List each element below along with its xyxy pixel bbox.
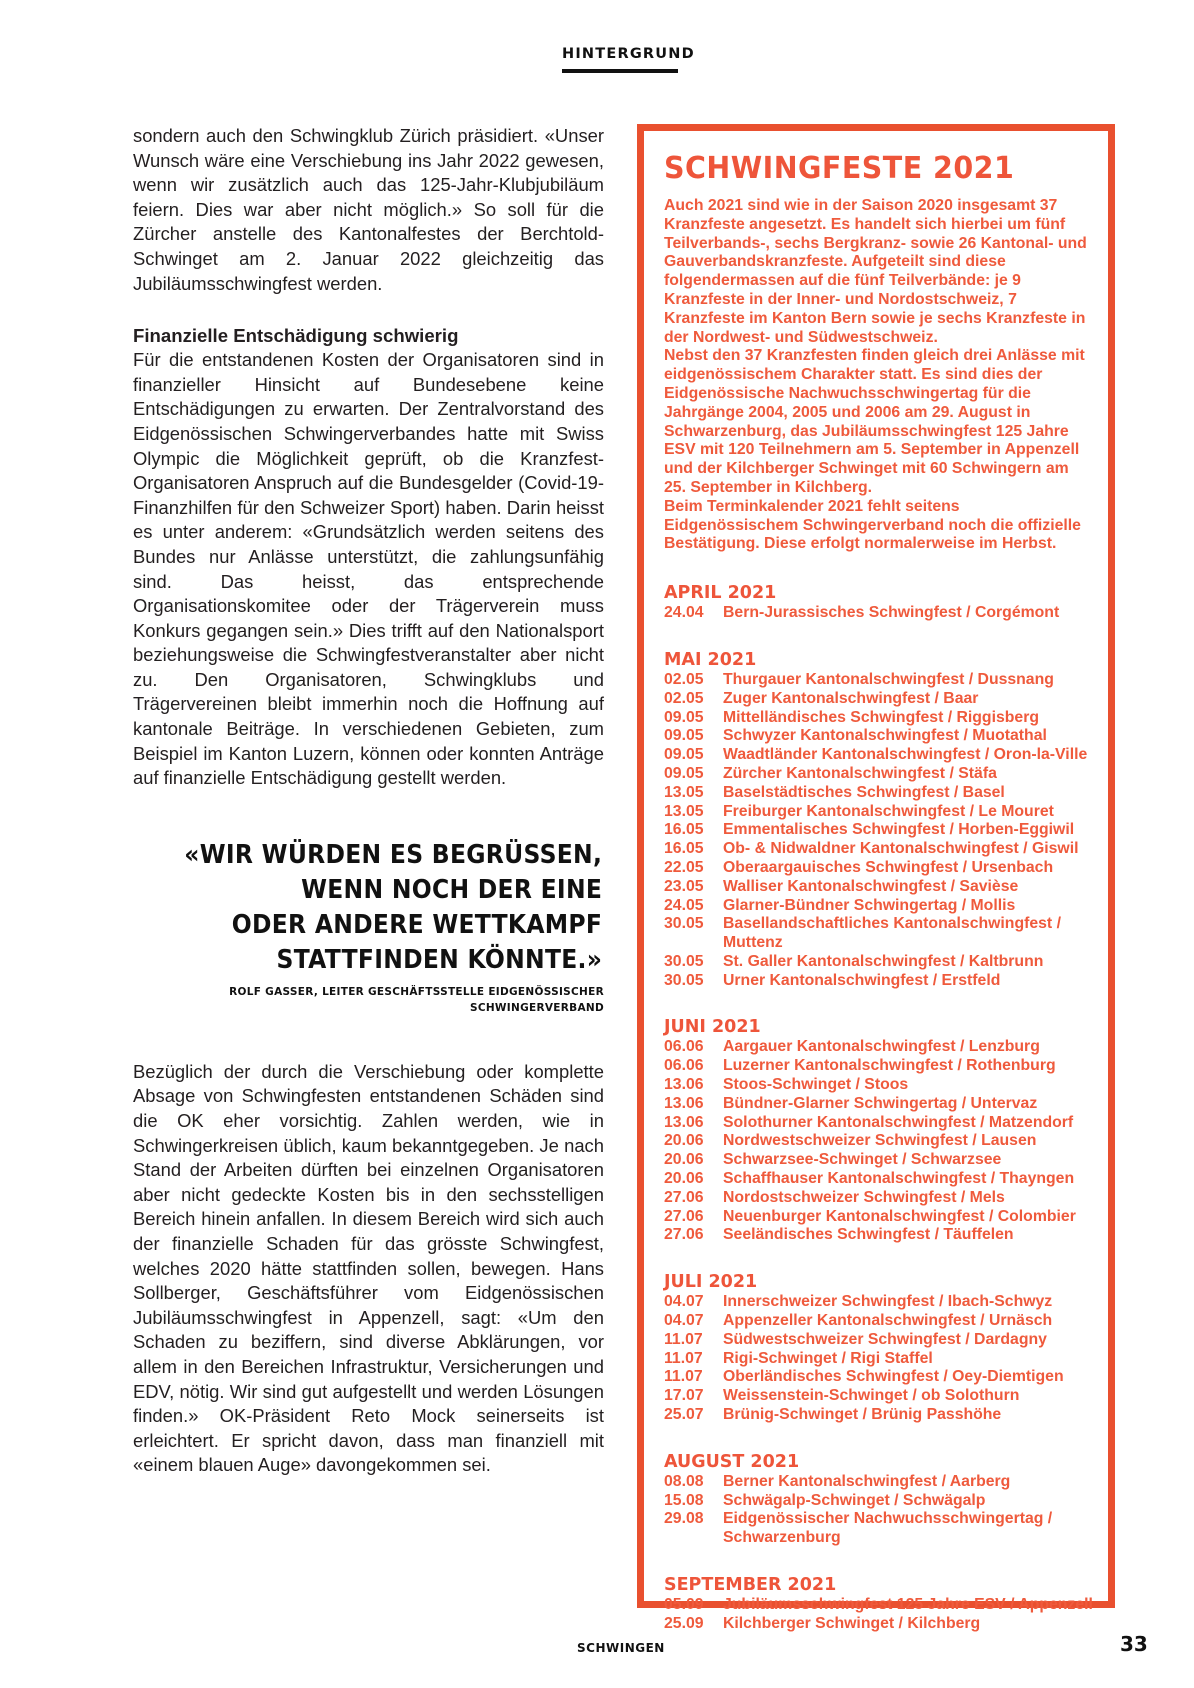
event-name: Oberländisches Schwingfest / Oey-Diemtigen	[723, 1368, 1064, 1386]
event-date: 06.06	[664, 1038, 704, 1056]
event-date: 11.07	[664, 1349, 703, 1367]
event-row	[664, 821, 1094, 840]
event-row	[664, 1387, 1094, 1406]
intro-paragraph: Nebst den 37 Kranzfesten finden gleich drei Anlässe mit eidgenössischem Charakter statt. Es sind dies der Eidgenössische Nachwuchsschwingertag für die Jahrgänge 2004, 2005 und 2006 am 29. August in Schwarzenburg, das Jubiläumsschwingfest 125 Jahre ESV mit 120 Teilnehmern am 5. September in Appenzell und der Kilchberger Schwinget mit 60 Schwingern am 25. September in Kilchberg.	[664, 347, 1085, 496]
event-name: Schaffhauser Kantonalschwingfest / Thayngen	[723, 1170, 1075, 1188]
event-name: Schwyzer Kantonalschwingfest / Muotathal	[723, 727, 1047, 745]
pullquote-line: WENN NOCH DER EINE	[301, 874, 603, 905]
event-row	[664, 953, 1094, 972]
event-name: Waadtländer Kantonalschwingfest / Oron-la-Ville	[723, 746, 1088, 764]
event-date: 24.04	[664, 604, 704, 622]
attribution-line: ROLF GASSER, LEITER GESCHÄFTSSTELLE EIDGENÖSSISCHER	[229, 985, 604, 998]
event-name: Bündner-Glarner Schwingertag / Untervaz	[723, 1094, 1038, 1112]
event-date: 27.06	[664, 1226, 704, 1244]
event-date: 27.06	[664, 1207, 704, 1225]
event-date: 13.05	[664, 783, 704, 801]
event-date: 04.07	[664, 1312, 704, 1330]
event-date: 30.05	[664, 915, 704, 933]
month-section	[664, 1574, 1094, 1634]
subheading: Finanzielle Entschädigung schwierig	[133, 325, 459, 347]
month-title: SEPTEMBER 2021	[664, 1575, 837, 1596]
month-section	[664, 649, 1094, 991]
attribution-line: SCHWINGERVERBAND	[469, 1001, 604, 1014]
event-row	[664, 1132, 1094, 1151]
event-row	[664, 690, 1094, 709]
pullquote-line: ODER ANDERE WETTKAMPF	[231, 909, 603, 940]
event-row	[664, 840, 1094, 859]
event-date: 20.06	[664, 1151, 704, 1169]
event-row	[664, 1368, 1094, 1387]
event-name: Freiburger Kantonalschwingfest / Le Mouret	[723, 802, 1054, 820]
event-row	[664, 784, 1094, 803]
event-name: Nordwestschweizer Schwingfest / Lausen	[723, 1132, 1037, 1150]
event-row	[664, 1331, 1094, 1350]
event-name: Glarner-Bündner Schwingertag / Mollis	[723, 896, 1016, 914]
event-name: Thurgauer Kantonalschwingfest / Dussnang	[723, 670, 1054, 688]
event-date: 13.06	[664, 1113, 704, 1131]
event-name: Oberaargauisches Schwingfest / Ursenbach	[723, 858, 1054, 876]
event-name: Rigi-Schwinget / Rigi Staffel	[723, 1349, 933, 1367]
schwingfeste-sidebar-box	[637, 124, 1115, 1632]
event-name: Luzerner Kantonalschwingfest / Rothenburg	[723, 1057, 1056, 1075]
event-row	[664, 915, 1094, 953]
event-date: 09.05	[664, 727, 704, 745]
event-date: 16.05	[664, 840, 704, 858]
event-row	[664, 1596, 1094, 1615]
event-name: Südwestschweizer Schwingfest / Dardagny	[723, 1330, 1047, 1348]
event-name: Zuger Kantonalschwingfest / Baar	[723, 689, 979, 707]
body-paragraph: Für die entstandenen Kosten der Organisatoren sind in finanzieller Hinsicht auf Bundesebene keine Entschädigungen zu erwarten. Der Zentralvorstand des Eidgenössischen Schwingerverbandes hatte mit Swiss Olympic die Möglichkeit geprüft, ob die Kranzfest-Organisatoren Anspruch auf die Bundesgelder (Covid-19-Finanzhilfen für den Schweizer Sport) haben. Darin heisst es unter anderem: «Grundsätzlich werden seitens des Bundes nur Anlässe unterstützt, die zahlungsunfähig sind. Das heisst, das entsprechende Organisationskomitee oder der Trägerverein muss Konkurs gegangen sein.» Dies trifft auf den Nationalsport beziehungsweise die Schwingfestveranstalter aber nicht zu. Den Organisatoren, Schwingklubs und Trägervereinen bleibt immerhin noch die Hoffnung auf kantonale Beiträge. In verschiedenen Gebieten, zum Beispiel im Kanton Luzern, können oder konnten Anträge auf finanzielle Entschädigung gestellt werden.	[133, 349, 604, 789]
event-row	[664, 765, 1094, 784]
event-date: 09.05	[664, 764, 704, 782]
pullquote-line: «WIR WÜRDEN ES BEGRÜSSEN,	[184, 839, 603, 870]
event-name: Basellandschaftliches Kantonalschwingfest / Muttenz	[723, 915, 1061, 952]
month-title: APRIL 2021	[664, 583, 777, 604]
event-date: 04.07	[664, 1293, 704, 1311]
publication-name: SCHWINGEN	[577, 1641, 665, 1655]
section-label: HINTERGRUND	[562, 46, 695, 62]
event-name: Berner Kantonalschwingfest / Aarberg	[723, 1472, 1011, 1490]
event-row	[664, 859, 1094, 878]
event-date: 30.05	[664, 952, 704, 970]
event-row	[664, 1189, 1094, 1208]
event-row	[664, 1350, 1094, 1369]
month-section	[664, 582, 1094, 623]
event-row	[664, 746, 1094, 765]
event-name: Schwarzsee-Schwinget / Schwarzsee	[723, 1151, 1002, 1169]
sidebar-title: SCHWINGFESTE 2021	[664, 151, 1015, 186]
event-date: 05.09	[664, 1596, 704, 1614]
event-date: 15.08	[664, 1491, 704, 1509]
event-name: Seeländisches Schwingfest / Täuffelen	[723, 1226, 1014, 1244]
event-row	[664, 1208, 1094, 1227]
event-row	[664, 1492, 1094, 1511]
event-row	[664, 1473, 1094, 1492]
event-row	[664, 897, 1094, 916]
event-date: 20.06	[664, 1132, 704, 1150]
event-date: 13.06	[664, 1094, 704, 1112]
event-date: 02.05	[664, 670, 704, 688]
event-date: 20.06	[664, 1170, 704, 1188]
month-section	[664, 1016, 1094, 1245]
event-date: 11.07	[664, 1330, 703, 1348]
event-date: 22.05	[664, 858, 704, 876]
event-row	[664, 1510, 1094, 1548]
event-name: Walliser Kantonalschwingfest / Savièse	[723, 877, 1019, 895]
event-row	[664, 1095, 1094, 1114]
month-title: MAI 2021	[664, 649, 757, 670]
event-row	[664, 727, 1094, 746]
event-date: 30.05	[664, 971, 704, 989]
event-name: Emmentalisches Schwingfest / Horben-Eggiwil	[723, 821, 1075, 839]
article-column	[133, 124, 604, 1478]
event-row	[664, 1406, 1094, 1425]
month-title: AUGUST 2021	[664, 1451, 800, 1472]
event-date: 17.07	[664, 1387, 704, 1405]
event-date: 27.06	[664, 1188, 704, 1206]
event-row	[664, 1170, 1094, 1189]
event-date: 25.07	[664, 1406, 704, 1424]
intro-paragraph: Beim Terminkalender 2021 fehlt seitens Eidgenössischem Schwingerverband noch die offizielle Bestätigung. Diese erfolgt normalerweise im Herbst.	[664, 497, 1081, 553]
event-date: 06.06	[664, 1057, 704, 1075]
month-title: JULI 2021	[664, 1272, 758, 1293]
event-name: Innerschweizer Schwingfest / Ibach-Schwyz	[723, 1293, 1053, 1311]
event-name: Nordostschweizer Schwingfest / Mels	[723, 1188, 1005, 1206]
event-name: Aargauer Kantonalschwingfest / Lenzburg	[723, 1038, 1040, 1056]
event-name: Mittelländisches Schwingfest / Riggisberg	[723, 708, 1039, 726]
event-row	[664, 604, 1094, 623]
event-row	[664, 1312, 1094, 1331]
body-paragraph: Bezüglich der durch die Verschiebung oder komplette Absage von Schwingfesten entstandenen Schäden sind die OK eher vorsichtig. Zahlen werden, wie in Schwingerkreisen üblich, kaum bekanntgegeben. Je nach Stand der Arbeiten dürften bei einzelnen Organisatoren aber nicht gedeckte Kosten bis in den sechsstelligen Bereich hinein anfallen. In diesem Bereich wird sich auch der finanzielle Schaden für das grösste Schwingfest, welches 2020 hätte stattfinden sollen, bewegen. Hans Sollberger, Geschäftsführer vom Eidgenössischen Jubiläumsschwingfest in Appenzell, sagt: «Um den Schaden zu beziffern, sind diverse Abklärungen, vor allem in den Bereichen Infrastruktur, Versicherungen und EDV, nötig. Wir sind gut aufgestellt und werden Lösungen finden.» OK-Präsident Reto Mock seinerseits ist erleichtert. Er spricht davon, dass man finanziell mit «einem blauen Auge» davongekommen sei.	[133, 1060, 604, 1476]
page-number: 33	[1120, 1632, 1148, 1656]
event-date: 23.05	[664, 877, 704, 895]
event-row	[664, 1038, 1094, 1057]
event-row	[664, 1057, 1094, 1076]
event-name: Solothurner Kantonalschwingfest / Matzendorf	[723, 1113, 1074, 1131]
event-row	[664, 1151, 1094, 1170]
event-name: Weissenstein-Schwinget / ob Solothurn	[723, 1387, 1020, 1405]
intro-paragraph: Auch 2021 sind wie in der Saison 2020 insgesamt 37 Kranzfeste angesetzt. Es handelt sich hierbei um fünf Teilverbands-, sechs Bergkranz- sowie 26 Kantonal- und Gauverbandskranzfeste. Aufgeteilt sind diese folgendermassen auf die fünf Teilverbände: je 9 Kranzfeste in der Inner- und Nordostschweiz, 7 Kranzfeste im Kanton Bern sowie je sechs Kranzfeste in der Nordwest- und Südwestschweiz.	[664, 197, 1087, 346]
event-name: Eidgenössischer Nachwuchsschwingertag / Schwarzenburg	[723, 1510, 1053, 1547]
month-section	[664, 1271, 1094, 1425]
month-section	[664, 1451, 1094, 1548]
event-date: 13.06	[664, 1076, 704, 1094]
body-paragraph: sondern auch den Schwingklub Zürich präsidiert. «Unser Wunsch wäre eine Verschiebung ins Jahr 2022 gewesen, wenn wir zusätzlich auch das 125-Jahr-Klubjubiläum feiern. Dies war aber nicht möglich.» So soll für die Zürcher anstelle des Kantonalfestes der Berchtold-Schwinget am 2. Januar 2022 gleichzeitig das Jubiläumsschwingfest werden.	[133, 125, 604, 294]
event-row	[664, 671, 1094, 690]
event-date: 02.05	[664, 689, 704, 707]
event-row	[664, 1076, 1094, 1095]
pullquote-line: STATTFINDEN KÖNNTE.»	[276, 944, 603, 975]
event-name: Bern-Jurassisches Schwingfest / Corgémont	[723, 604, 1060, 622]
event-row	[664, 1226, 1094, 1245]
event-date: 11.07	[664, 1368, 703, 1386]
event-name: Schwägalp-Schwinget / Schwägalp	[723, 1491, 986, 1509]
event-name: Jubiläumsschwingfest 125 Jahre ESV / Appenzell	[723, 1596, 1093, 1614]
event-name: Zürcher Kantonalschwingfest / Stäfa	[723, 764, 997, 782]
event-date: 08.08	[664, 1472, 704, 1490]
event-calendar	[664, 582, 1094, 1633]
event-date: 24.05	[664, 896, 704, 914]
event-name: Urner Kantonalschwingfest / Erstfeld	[723, 971, 1001, 989]
event-date: 25.09	[664, 1614, 704, 1632]
pullquote	[171, 838, 604, 978]
event-name: Stoos-Schwinget / Stoos	[723, 1076, 909, 1094]
event-date: 09.05	[664, 708, 704, 726]
event-date: 29.08	[664, 1510, 704, 1528]
event-row	[664, 1114, 1094, 1133]
event-name: St. Galler Kantonalschwingfest / Kaltbrunn	[723, 952, 1044, 970]
event-name: Brünig-Schwinget / Brünig Passhöhe	[723, 1406, 1002, 1424]
event-name: Appenzeller Kantonalschwingfest / Urnäsch	[723, 1312, 1053, 1330]
event-name: Baselstädtisches Schwingfest / Basel	[723, 783, 1005, 801]
pullquote-attribution	[133, 984, 604, 1016]
event-name: Ob- & Nidwaldner Kantonalschwingfest / Giswil	[723, 840, 1079, 858]
event-row	[664, 803, 1094, 822]
event-name: Neuenburger Kantonalschwingfest / Colombier	[723, 1207, 1076, 1225]
event-date: 09.05	[664, 746, 704, 764]
month-title: JUNI 2021	[664, 1017, 761, 1038]
event-date: 16.05	[664, 821, 704, 839]
event-row	[664, 1615, 1094, 1634]
event-row	[664, 972, 1094, 991]
event-row	[664, 709, 1094, 728]
event-date: 13.05	[664, 802, 704, 820]
section-rule	[562, 69, 678, 73]
event-row	[664, 1293, 1094, 1312]
sidebar-intro	[664, 197, 1094, 554]
event-name: Kilchberger Schwinget / Kilchberg	[723, 1614, 981, 1632]
event-row	[664, 878, 1094, 897]
